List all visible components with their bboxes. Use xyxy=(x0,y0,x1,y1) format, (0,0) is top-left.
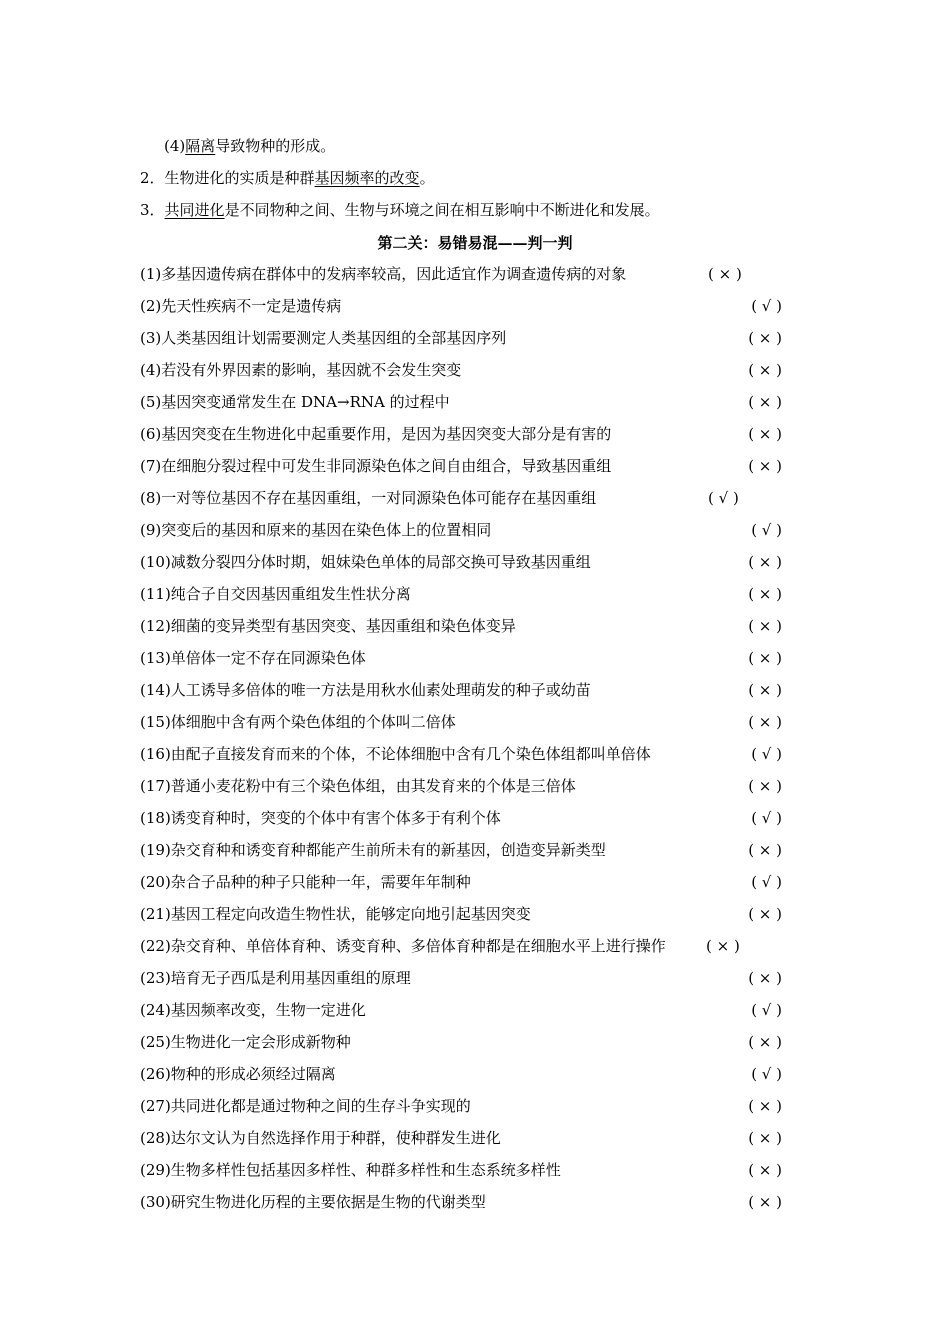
item-answer-mark: ( × ) xyxy=(748,681,782,699)
judgement-item xyxy=(140,1094,782,1118)
section-title xyxy=(0,231,950,255)
item-answer-mark: ( √ ) xyxy=(708,489,739,507)
judgement-item xyxy=(140,966,782,990)
judgement-item xyxy=(140,870,782,894)
intro-suffix: 导致物种的形成。 xyxy=(215,137,336,155)
item-answer-mark: ( × ) xyxy=(748,1097,782,1115)
item-answer-mark: ( × ) xyxy=(748,1129,782,1147)
item-answer-mark: ( × ) xyxy=(748,969,782,987)
item-answer-mark: ( × ) xyxy=(748,393,782,411)
item-statement: (11)纯合子自交因基因重组发生性状分离 xyxy=(140,585,411,603)
item-statement: (24)基因频率改变，生物一定进化 xyxy=(140,1001,366,1019)
intro-prefix: 2．生物进化的实质是种群 xyxy=(140,169,315,187)
intro-prefix: (4) xyxy=(164,137,186,155)
judgement-item xyxy=(140,550,782,574)
item-statement: (23)培育无子西瓜是利用基因重组的原理 xyxy=(140,969,411,987)
judgement-item xyxy=(140,454,782,478)
item-answer-mark: ( √ ) xyxy=(751,521,782,539)
item-statement: (9)突变后的基因和原来的基因在染色体上的位置相同 xyxy=(140,521,492,539)
intro-prefix: 3． xyxy=(140,201,165,219)
item-statement: (12)细菌的变异类型有基因突变、基因重组和染色体变异 xyxy=(140,617,516,635)
judgement-item xyxy=(140,582,782,606)
item-answer-mark: ( × ) xyxy=(748,649,782,667)
item-statement: (15)体细胞中含有两个染色体组的个体叫二倍体 xyxy=(140,713,456,731)
judgement-item xyxy=(140,806,782,830)
judgement-item xyxy=(140,358,782,382)
item-statement: (5)基因突变通常发生在 DNA→RNA 的过程中 xyxy=(140,393,450,411)
item-statement: (13)单倍体一定不存在同源染色体 xyxy=(140,649,366,667)
judgement-item xyxy=(140,390,782,414)
item-statement: (26)物种的形成必须经过隔离 xyxy=(140,1065,336,1083)
judgement-item xyxy=(140,710,782,734)
item-statement: (20)杂合子品种的种子只能种一年，需要年年制种 xyxy=(140,873,471,891)
judgement-item xyxy=(140,1158,782,1182)
item-statement: (29)生物多样性包括基因多样性、种群多样性和生态系统多样性 xyxy=(140,1161,561,1179)
judgement-item xyxy=(140,262,782,286)
item-statement: (3)人类基因组计划需要测定人类基因组的全部基因序列 xyxy=(140,329,507,347)
item-statement: (19)杂交育种和诱变育种都能产生前所未有的新基因，创造变异新类型 xyxy=(140,841,606,859)
item-answer-mark: ( × ) xyxy=(748,361,782,379)
intro-line-2 xyxy=(140,166,950,190)
judgement-item xyxy=(140,486,782,510)
judgement-item xyxy=(140,902,782,926)
intro-line-3 xyxy=(140,198,950,222)
item-statement: (16)由配子直接发育而来的个体，不论体细胞中含有几个染色体组都叫单倍体 xyxy=(140,745,651,763)
item-answer-mark: ( √ ) xyxy=(751,297,782,315)
judgement-item xyxy=(140,1126,782,1150)
item-answer-mark: ( × ) xyxy=(748,553,782,571)
item-statement: (10)减数分裂四分体时期，姐妹染色单体的局部交换可导致基因重组 xyxy=(140,553,591,571)
item-answer-mark: ( × ) xyxy=(748,1193,782,1211)
item-answer-mark: ( √ ) xyxy=(751,1065,782,1083)
judgement-item xyxy=(140,998,782,1022)
item-statement: (8)一对等位基因不存在基因重组，一对同源染色体可能存在基因重组 xyxy=(140,489,597,507)
section-title-text: 第二关：易错易混——判一判 xyxy=(377,234,573,252)
item-answer-mark: ( √ ) xyxy=(751,809,782,827)
judgement-item xyxy=(140,294,782,318)
judgement-item xyxy=(140,326,782,350)
judgement-item xyxy=(140,614,782,638)
item-statement: (14)人工诱导多倍体的唯一方法是用秋水仙素处理萌发的种子或幼苗 xyxy=(140,681,591,699)
item-answer-mark: ( √ ) xyxy=(751,873,782,891)
judgement-item xyxy=(140,1030,782,1054)
item-statement: (6)基因突变在生物进化中起重要作用，是因为基因突变大部分是有害的 xyxy=(140,425,612,443)
item-statement: (30)研究生物进化历程的主要依据是生物的代谢类型 xyxy=(140,1193,486,1211)
judgement-item xyxy=(140,742,782,766)
judgement-item xyxy=(140,774,782,798)
intro-suffix: 是不同物种之间、生物与环境之间在相互影响中不断进化和发展。 xyxy=(224,201,660,219)
item-statement: (18)诱变育种时，突变的个体中有害个体多于有利个体 xyxy=(140,809,501,827)
item-answer-mark: ( × ) xyxy=(748,841,782,859)
item-answer-mark: ( × ) xyxy=(748,713,782,731)
item-statement: (1)多基因遗传病在群体中的发病率较高，因此适宜作为调查遗传病的对象 xyxy=(140,265,627,283)
item-answer-mark: ( × ) xyxy=(708,265,742,283)
item-answer-mark: ( × ) xyxy=(748,1033,782,1051)
item-answer-mark: ( × ) xyxy=(748,425,782,443)
judgement-item xyxy=(140,838,782,862)
intro-underlined-term: 基因频率的改变 xyxy=(314,169,420,187)
item-answer-mark: ( × ) xyxy=(748,617,782,635)
item-answer-mark: ( √ ) xyxy=(751,1001,782,1019)
intro-underlined-term: 隔离 xyxy=(185,137,216,155)
judgement-item xyxy=(140,1062,782,1086)
judgement-item xyxy=(140,646,782,670)
item-statement: (27)共同进化都是通过物种之间的生存斗争实现的 xyxy=(140,1097,471,1115)
item-statement: (21)基因工程定向改造生物性状，能够定向地引起基因突变 xyxy=(140,905,531,923)
item-answer-mark: ( × ) xyxy=(748,585,782,603)
judgement-item xyxy=(140,678,782,702)
judgement-item xyxy=(140,1190,782,1214)
judgement-item xyxy=(140,934,782,958)
intro-underlined-term: 共同进化 xyxy=(164,201,225,219)
item-statement: (2)先天性疾病不一定是遗传病 xyxy=(140,297,342,315)
item-statement: (4)若没有外界因素的影响，基因就不会发生突变 xyxy=(140,361,462,379)
item-statement: (7)在细胞分裂过程中可发生非同源染色体之间自由组合，导致基因重组 xyxy=(140,457,612,475)
item-statement: (22)杂交育种、单倍体育种、诱变育种、多倍体育种都是在细胞水平上进行操作 xyxy=(140,937,666,955)
item-answer-mark: ( × ) xyxy=(748,457,782,475)
item-answer-mark: ( × ) xyxy=(748,905,782,923)
item-answer-mark: ( × ) xyxy=(748,329,782,347)
item-statement: (25)生物进化一定会形成新物种 xyxy=(140,1033,351,1051)
item-answer-mark: ( × ) xyxy=(748,1161,782,1179)
intro-suffix: 。 xyxy=(419,169,435,187)
item-statement: (17)普通小麦花粉中有三个染色体组，由其发育来的个体是三倍体 xyxy=(140,777,576,795)
judgement-item xyxy=(140,422,782,446)
judgement-item xyxy=(140,518,782,542)
item-answer-mark: ( √ ) xyxy=(751,745,782,763)
item-answer-mark: ( × ) xyxy=(706,937,740,955)
item-answer-mark: ( × ) xyxy=(748,777,782,795)
intro-line-1 xyxy=(164,134,950,158)
item-statement: (28)达尔文认为自然选择作用于种群，使种群发生进化 xyxy=(140,1129,501,1147)
